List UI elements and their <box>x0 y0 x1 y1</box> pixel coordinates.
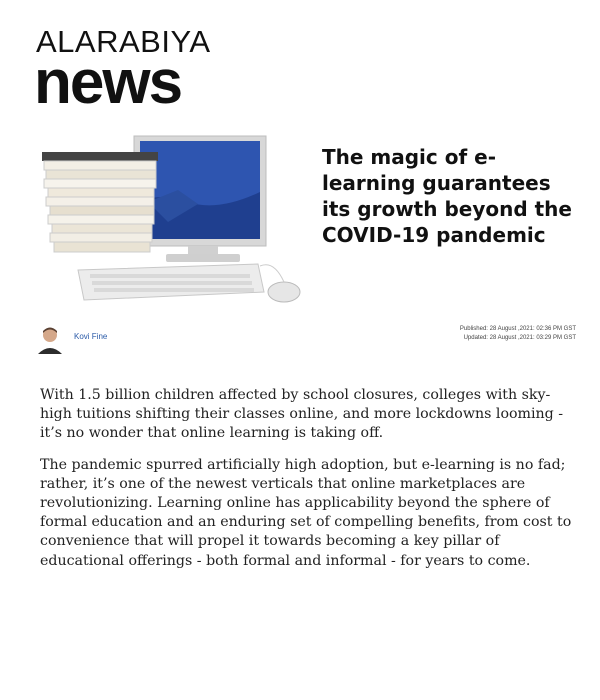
author-name-link[interactable]: Kovi Fine <box>74 332 108 341</box>
article-headline: The magic of e-learning guarantees its growth beyond the COVID-19 pandemic <box>322 145 572 247</box>
logo-wordmark-bottom: news <box>34 48 182 117</box>
article-body <box>40 386 580 583</box>
article-byline <box>36 322 576 356</box>
updated-date: Updated: 28 August ,2021: 03:29 PM GST <box>463 335 576 341</box>
alarabiya-news-logo[interactable] <box>34 24 236 117</box>
published-date: Published: 28 August ,2021: 02:36 PM GST <box>459 326 576 332</box>
article-dates <box>460 325 576 343</box>
author-avatar[interactable] <box>36 324 64 354</box>
article-paragraph: With 1.5 billion children affected by school closures, colleges with sky-high tuitions shifting their classes online, and more lockdowns looming - it’s no wonder that online learning is taking off. <box>40 387 564 442</box>
article-hero-image <box>38 132 306 310</box>
logo-wordmark-top: ALARABIYA <box>36 24 211 59</box>
article-paragraph: The pandemic spurred artificially high adoption, but e-learning is no fad; rather, it’s one of the newest verticals that online marketplaces are revolutionizing. Learning online has applicability beyond the sphere of formal education and an enduring set of compelling benefits, from cost to convenience that will propel it towards becoming a key pillar of educational offerings - both formal and informal - for years to come. <box>40 456 572 569</box>
